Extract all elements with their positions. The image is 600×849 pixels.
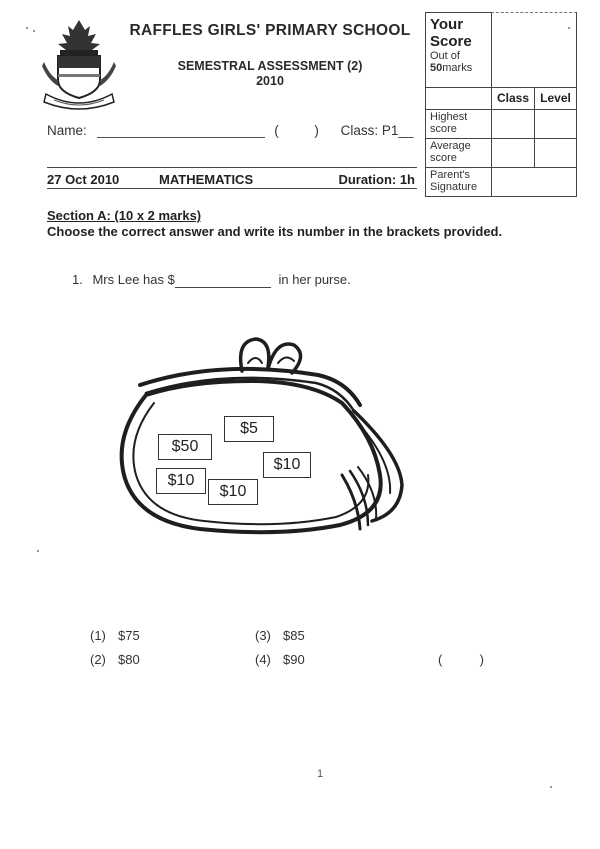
money-note-50: $50	[158, 434, 212, 460]
exam-title: SEMESTRAL ASSESSMENT (2)	[177, 59, 363, 73]
average-score-label-cell	[425, 138, 492, 168]
highest-score-label-cell	[425, 109, 492, 139]
header-divider	[47, 167, 417, 168]
parent-signature-field[interactable]	[491, 167, 577, 197]
section-title: Section A: (10 x 2 marks)	[47, 208, 202, 223]
money-note-10: $10	[156, 468, 206, 494]
highest-class-field[interactable]	[491, 109, 535, 139]
scan-speck	[26, 27, 28, 29]
total-marks-label: 50marks	[430, 62, 473, 74]
blank-header-cell	[425, 87, 492, 110]
parent-signature-label-cell	[425, 167, 492, 197]
exam-year: 2010	[256, 74, 284, 88]
scan-speck	[37, 550, 39, 552]
average-score-label-2: score	[430, 152, 457, 164]
option-2[interactable]	[90, 652, 140, 667]
purse-illustration	[110, 325, 410, 540]
money-note-10: $10	[263, 452, 311, 478]
school-name: RAFFLES GIRLS' PRIMARY SCHOOL	[129, 22, 411, 39]
option-value: $75	[118, 628, 140, 643]
option-4[interactable]	[255, 652, 305, 667]
option-value: $90	[283, 652, 305, 667]
your-score-label: Your	[430, 16, 464, 33]
money-note-10: $10	[208, 479, 258, 505]
register-open-paren: (	[274, 123, 279, 138]
parent-signature-label: Parent's	[430, 169, 471, 181]
option-number: (4)	[255, 652, 271, 667]
highest-level-field[interactable]	[534, 109, 577, 139]
score-label: Score	[430, 33, 472, 50]
your-score-field[interactable]	[491, 12, 577, 88]
answer-open-bracket: (	[438, 652, 443, 667]
question-1	[72, 272, 351, 288]
class-label: Class: P1__	[340, 123, 414, 138]
answer-bracket[interactable]	[438, 652, 484, 667]
parent-signature-label-2: Signature	[430, 181, 478, 193]
class-column-header: Class	[491, 87, 535, 110]
option-number: (2)	[90, 652, 106, 667]
option-1[interactable]	[90, 628, 140, 643]
register-number-field[interactable]	[283, 123, 311, 138]
option-number: (3)	[255, 628, 271, 643]
name-row	[47, 122, 417, 138]
question-text-after: in her purse.	[278, 272, 351, 287]
level-column-header: Level	[534, 87, 577, 110]
option-number: (1)	[90, 628, 106, 643]
exam-subject: MATHEMATICS	[159, 172, 254, 187]
answer-close-bracket: )	[479, 652, 484, 667]
exam-date: 27 Oct 2010	[47, 172, 120, 187]
section-instruction: Choose the correct answer and write its number in the brackets provided.	[47, 224, 503, 239]
question-number: 1.	[72, 272, 83, 287]
option-value: $80	[118, 652, 140, 667]
scan-speck	[550, 786, 552, 788]
register-close-paren: )	[314, 123, 319, 138]
average-level-field[interactable]	[534, 138, 577, 168]
scan-speck	[33, 30, 35, 32]
average-class-field[interactable]	[491, 138, 535, 168]
name-field[interactable]	[97, 122, 265, 138]
highest-score-label: Highest	[430, 111, 468, 123]
name-label: Name:	[47, 123, 87, 138]
average-score-label: Average	[430, 140, 471, 152]
answer-blank[interactable]	[175, 272, 271, 288]
page-number: 1	[317, 768, 324, 780]
question-text-before: Mrs Lee has $	[92, 272, 175, 287]
info-divider	[47, 188, 417, 189]
scan-speck	[568, 27, 570, 29]
option-3[interactable]	[255, 628, 305, 643]
out-of-label: Out of	[430, 50, 460, 62]
your-score-label-cell	[425, 12, 492, 88]
highest-score-label-2: score	[430, 123, 457, 135]
score-box	[425, 12, 577, 197]
money-note-5: $5	[224, 416, 274, 442]
option-value: $85	[283, 628, 305, 643]
exam-duration: Duration: 1h	[338, 172, 415, 187]
school-crest-icon	[40, 16, 118, 110]
